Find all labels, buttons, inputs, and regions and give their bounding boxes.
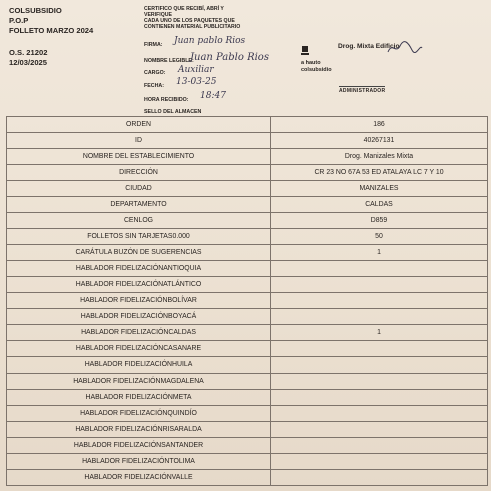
firma-value: Juan pablo Rios	[174, 36, 246, 46]
table-row	[7, 309, 488, 325]
certificate-line: CADA UNO DE LOS PAQUETES QUE	[144, 18, 235, 24]
row-label: CIUDAD	[7, 181, 271, 197]
table-row	[7, 373, 488, 389]
admin-label: ADMINISTRADOR	[339, 88, 386, 94]
row-value	[271, 421, 488, 437]
campaign-title: FOLLETO MARZO 2024	[9, 26, 94, 35]
header-block	[9, 6, 93, 68]
row-value	[271, 261, 488, 277]
row-value: 1	[271, 325, 488, 341]
table-row	[7, 341, 488, 357]
table-row	[7, 165, 488, 181]
row-label: FOLLETOS SIN TARJETAS0.000	[7, 229, 271, 245]
row-label: HABLADOR FIDELIZACIÓNQUINDÍO	[7, 405, 271, 421]
fecha-value: 13-03-25	[176, 77, 217, 87]
signature-icon	[386, 40, 424, 56]
row-value: 1	[271, 245, 488, 261]
table-row	[7, 149, 488, 165]
table-row	[7, 133, 488, 149]
table-row	[7, 229, 488, 245]
row-label: HABLADOR FIDELIZACIÓNTOLIMA	[7, 453, 271, 469]
firma-label: FIRMA:	[144, 42, 163, 48]
row-value: CR 23 NO 67A 53 ED ATALAYA LC 7 Y 10	[271, 165, 488, 181]
fecha-label: FECHA:	[144, 83, 165, 89]
row-label: HABLADOR FIDELIZACIÓNCALDAS	[7, 325, 271, 341]
table-row	[7, 261, 488, 277]
row-value: CALDAS	[271, 197, 488, 213]
table-row	[7, 453, 488, 469]
stamp-store-name: Drog. Mixta Edificio	[338, 43, 400, 50]
header-date: 12/03/2025	[9, 58, 48, 67]
row-value: 186	[271, 117, 488, 133]
row-value: D859	[271, 213, 488, 229]
table-row	[7, 213, 488, 229]
row-label: HABLADOR FIDELIZACIÓNCASANARE	[7, 341, 271, 357]
row-label: ORDEN	[7, 117, 271, 133]
table-row	[7, 197, 488, 213]
row-label: CENLOG	[7, 213, 271, 229]
certificate-line: CERTIFICO QUE RECIBÍ, ABRÍ Y	[144, 6, 224, 12]
row-value	[271, 389, 488, 405]
nombre-value: Juan Pablo Rios	[190, 52, 269, 63]
table-row	[7, 357, 488, 373]
row-value	[271, 293, 488, 309]
row-label: HABLADOR FIDELIZACIÓNSANTANDER	[7, 437, 271, 453]
order-service: O.S. 21202	[9, 48, 48, 57]
nombre-label: NOMBRE LEGIBLE:	[144, 58, 194, 64]
hora-label: HORA RECIBIDO:	[144, 97, 189, 103]
table-row	[7, 405, 488, 421]
stamp-logo-icon	[301, 46, 309, 56]
table-row	[7, 325, 488, 341]
row-label: HABLADOR FIDELIZACIÓNMAGDALENA	[7, 373, 271, 389]
sello-label: SELLO DEL ALMACEN	[144, 109, 202, 115]
stamp-line-2: colsubsidio	[301, 67, 332, 73]
row-value	[271, 453, 488, 469]
materials-table	[6, 116, 488, 486]
company-name: COLSUBSIDIO	[9, 6, 62, 15]
row-value	[271, 341, 488, 357]
hora-value: 18:47	[200, 91, 226, 101]
row-label: HABLADOR FIDELIZACIÓNANTIOQUIA	[7, 261, 271, 277]
row-value	[271, 469, 488, 485]
row-value: 50	[271, 229, 488, 245]
row-value: MANIZALES	[271, 181, 488, 197]
table-row	[7, 181, 488, 197]
cargo-value: Auxiliar	[178, 65, 214, 75]
table-row	[7, 437, 488, 453]
table-row	[7, 293, 488, 309]
row-value: 40267131	[271, 133, 488, 149]
table-row	[7, 117, 488, 133]
row-label: HABLADOR FIDELIZACIÓNBOLÍVAR	[7, 293, 271, 309]
row-label: HABLADOR FIDELIZACIÓNHUILA	[7, 357, 271, 373]
row-value: Drog. Manizales Mixta	[271, 149, 488, 165]
row-value	[271, 277, 488, 293]
pop-label: P.O.P	[9, 16, 29, 25]
certificate-text	[144, 6, 254, 30]
row-label: HABLADOR FIDELIZACIÓNMETA	[7, 389, 271, 405]
table-row	[7, 421, 488, 437]
row-label: CARÁTULA BUZÓN DE SUGERENCIAS	[7, 245, 271, 261]
row-label: NOMBRE DEL ESTABLECIMIENTO	[7, 149, 271, 165]
cargo-label: CARGO:	[144, 70, 166, 76]
row-value	[271, 405, 488, 421]
table-row	[7, 469, 488, 485]
certificate-line: CONTIENEN MATERIAL PUBLICITARIO	[144, 24, 241, 30]
table-row	[7, 277, 488, 293]
row-label: HABLADOR FIDELIZACIÓNATLÁNTICO	[7, 277, 271, 293]
table-row	[7, 245, 488, 261]
row-label: HABLADOR FIDELIZACIÓNRISARALDA	[7, 421, 271, 437]
row-value	[271, 357, 488, 373]
row-label: HABLADOR FIDELIZACIÓNBOYACÁ	[7, 309, 271, 325]
row-value	[271, 309, 488, 325]
certificate-line: VERIFIQUE	[144, 12, 172, 18]
row-label: HABLADOR FIDELIZACIÓNVALLE	[7, 469, 271, 485]
stamp-line-1: a hauto	[301, 60, 321, 66]
row-value	[271, 437, 488, 453]
row-value	[271, 373, 488, 389]
row-label: ID	[7, 133, 271, 149]
row-label: DEPARTAMENTO	[7, 197, 271, 213]
row-label: DIRECCIÓN	[7, 165, 271, 181]
table-row	[7, 389, 488, 405]
